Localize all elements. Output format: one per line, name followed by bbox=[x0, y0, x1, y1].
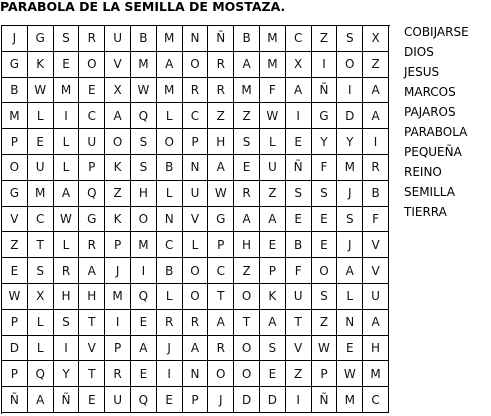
grid-cell[interactable]: M bbox=[157, 78, 183, 104]
grid-cell[interactable]: R bbox=[54, 258, 80, 284]
grid-cell[interactable]: E bbox=[2, 258, 28, 284]
grid-cell[interactable]: R bbox=[79, 26, 105, 52]
grid-cell[interactable]: Z bbox=[105, 181, 131, 207]
grid-cell[interactable]: B bbox=[131, 26, 157, 52]
grid-cell[interactable]: L bbox=[54, 155, 80, 181]
grid-cell[interactable]: E bbox=[79, 387, 105, 413]
grid-cell[interactable]: L bbox=[54, 232, 80, 258]
grid-cell[interactable]: B bbox=[157, 258, 183, 284]
grid-cell[interactable]: Z bbox=[2, 232, 28, 258]
grid-cell[interactable]: R bbox=[234, 181, 260, 207]
grid-cell[interactable]: T bbox=[79, 310, 105, 336]
grid-cell[interactable]: E bbox=[54, 52, 80, 78]
letter-grid bbox=[1, 25, 390, 414]
grid-cell[interactable]: J bbox=[337, 181, 363, 207]
grid-cell[interactable]: V bbox=[2, 207, 28, 233]
grid-cell[interactable]: H bbox=[131, 181, 157, 207]
grid-cell[interactable]: X bbox=[363, 26, 389, 52]
grid-cell[interactable]: W bbox=[337, 361, 363, 387]
grid-cell[interactable]: O bbox=[183, 258, 209, 284]
grid-cell[interactable]: W bbox=[28, 78, 54, 104]
grid-cell[interactable]: R bbox=[208, 52, 234, 78]
grid-cell[interactable]: A bbox=[260, 207, 286, 233]
grid-cell[interactable]: I bbox=[286, 103, 312, 129]
grid-cell[interactable]: P bbox=[260, 258, 286, 284]
grid-cell[interactable]: H bbox=[208, 129, 234, 155]
grid-cell[interactable]: I bbox=[105, 310, 131, 336]
grid-cell[interactable]: A bbox=[337, 258, 363, 284]
grid-cell[interactable]: O bbox=[208, 361, 234, 387]
grid-cell[interactable]: W bbox=[2, 284, 28, 310]
grid-cell[interactable]: D bbox=[337, 103, 363, 129]
grid-cell[interactable]: E bbox=[234, 155, 260, 181]
grid-cell[interactable]: Q bbox=[131, 387, 157, 413]
grid-cell[interactable]: T bbox=[79, 361, 105, 387]
grid-cell[interactable]: Z bbox=[312, 310, 338, 336]
grid-cell[interactable]: C bbox=[79, 103, 105, 129]
grid-cell[interactable]: P bbox=[2, 361, 28, 387]
word-list-item: PEQUEÑA bbox=[404, 145, 462, 159]
grid-cell[interactable]: B bbox=[157, 155, 183, 181]
grid-cell[interactable]: L bbox=[28, 310, 54, 336]
grid-cell[interactable]: J bbox=[105, 258, 131, 284]
grid-cell[interactable]: D bbox=[260, 387, 286, 413]
grid-cell[interactable]: O bbox=[234, 284, 260, 310]
grid-cell[interactable]: W bbox=[260, 103, 286, 129]
grid-row bbox=[2, 232, 390, 258]
grid-cell[interactable]: X bbox=[28, 284, 54, 310]
grid-cell[interactable]: U bbox=[363, 284, 389, 310]
grid-row bbox=[2, 52, 390, 78]
grid-cell[interactable]: Ñ bbox=[312, 78, 338, 104]
grid-cell[interactable]: O bbox=[312, 258, 338, 284]
grid-cell[interactable]: M bbox=[234, 78, 260, 104]
grid-cell[interactable]: Ñ bbox=[208, 26, 234, 52]
grid-cell[interactable]: L bbox=[157, 103, 183, 129]
grid-cell[interactable]: B bbox=[234, 26, 260, 52]
grid-cell[interactable]: I bbox=[286, 387, 312, 413]
grid-cell[interactable]: A bbox=[157, 52, 183, 78]
word-list-item: PARABOLA bbox=[404, 125, 468, 139]
grid-cell[interactable]: S bbox=[131, 129, 157, 155]
grid-cell[interactable]: C bbox=[183, 103, 209, 129]
grid-row bbox=[2, 103, 390, 129]
grid-cell[interactable]: S bbox=[234, 129, 260, 155]
grid-cell[interactable]: A bbox=[208, 155, 234, 181]
grid-cell[interactable]: L bbox=[260, 129, 286, 155]
grid-row bbox=[2, 155, 390, 181]
grid-cell[interactable]: M bbox=[337, 155, 363, 181]
grid-row bbox=[2, 361, 390, 387]
grid-row bbox=[2, 181, 390, 207]
grid-cell[interactable]: V bbox=[363, 258, 389, 284]
grid-cell[interactable]: U bbox=[79, 129, 105, 155]
grid-cell[interactable]: E bbox=[312, 207, 338, 233]
word-list-item: MARCOS bbox=[404, 85, 456, 99]
grid-cell[interactable]: Y bbox=[312, 129, 338, 155]
grid-cell[interactable]: R bbox=[105, 361, 131, 387]
grid-cell[interactable]: S bbox=[286, 181, 312, 207]
grid-cell[interactable]: E bbox=[312, 232, 338, 258]
grid-cell[interactable]: Ñ bbox=[312, 387, 338, 413]
grid-cell[interactable]: R bbox=[183, 310, 209, 336]
grid-cell[interactable]: G bbox=[79, 207, 105, 233]
grid-cell[interactable]: M bbox=[337, 387, 363, 413]
grid-cell[interactable]: L bbox=[157, 284, 183, 310]
grid-cell[interactable]: M bbox=[105, 284, 131, 310]
grid-cell[interactable]: L bbox=[337, 284, 363, 310]
grid-cell[interactable]: U bbox=[260, 155, 286, 181]
grid-cell[interactable]: Z bbox=[286, 361, 312, 387]
grid-cell[interactable]: Q bbox=[131, 284, 157, 310]
word-list-item: DIOS bbox=[404, 45, 434, 59]
grid-cell[interactable]: C bbox=[363, 387, 389, 413]
grid-cell[interactable]: J bbox=[337, 232, 363, 258]
grid-cell[interactable]: E bbox=[131, 361, 157, 387]
grid-cell[interactable]: A bbox=[208, 310, 234, 336]
grid-cell[interactable]: U bbox=[105, 387, 131, 413]
grid-cell[interactable]: R bbox=[79, 232, 105, 258]
grid-cell[interactable]: A bbox=[183, 336, 209, 362]
grid-cell[interactable]: S bbox=[337, 26, 363, 52]
grid-cell[interactable]: C bbox=[157, 232, 183, 258]
grid-cell[interactable]: W bbox=[312, 336, 338, 362]
grid-cell[interactable]: A bbox=[54, 181, 80, 207]
grid-cell[interactable]: U bbox=[105, 26, 131, 52]
grid-cell[interactable]: G bbox=[2, 181, 28, 207]
grid-cell[interactable]: V bbox=[79, 336, 105, 362]
word-list-item: PAJAROS bbox=[404, 105, 456, 119]
grid-cell[interactable]: Ñ bbox=[286, 155, 312, 181]
grid-cell[interactable]: Q bbox=[79, 181, 105, 207]
grid-cell[interactable]: D bbox=[2, 336, 28, 362]
grid-cell[interactable]: H bbox=[363, 336, 389, 362]
word-list-item: REINO bbox=[404, 165, 442, 179]
grid-cell[interactable]: S bbox=[54, 26, 80, 52]
grid-cell[interactable]: F bbox=[286, 258, 312, 284]
grid-cell[interactable]: A bbox=[363, 310, 389, 336]
grid-cell[interactable]: P bbox=[183, 129, 209, 155]
word-list-item: SEMILLA bbox=[404, 185, 455, 199]
grid-cell[interactable]: G bbox=[208, 207, 234, 233]
grid-cell[interactable]: D bbox=[234, 387, 260, 413]
grid-cell[interactable]: V bbox=[105, 52, 131, 78]
grid-cell[interactable]: Y bbox=[337, 129, 363, 155]
grid-cell[interactable]: N bbox=[183, 361, 209, 387]
grid-cell[interactable]: B bbox=[363, 181, 389, 207]
grid-cell[interactable]: S bbox=[337, 207, 363, 233]
grid-cell[interactable]: R bbox=[208, 336, 234, 362]
grid-cell[interactable]: N bbox=[183, 155, 209, 181]
grid-cell[interactable]: M bbox=[260, 52, 286, 78]
grid-cell[interactable]: N bbox=[337, 310, 363, 336]
grid-cell[interactable]: R bbox=[363, 155, 389, 181]
grid-cell[interactable]: K bbox=[28, 52, 54, 78]
grid-row bbox=[2, 258, 390, 284]
grid-cell[interactable]: O bbox=[234, 361, 260, 387]
grid-cell[interactable]: W bbox=[208, 181, 234, 207]
grid-cell[interactable]: E bbox=[28, 129, 54, 155]
grid-cell[interactable]: M bbox=[2, 103, 28, 129]
grid-cell[interactable]: P bbox=[2, 310, 28, 336]
grid-row bbox=[2, 310, 390, 336]
grid-cell[interactable]: C bbox=[208, 258, 234, 284]
grid-cell[interactable]: Z bbox=[208, 103, 234, 129]
grid-cell[interactable]: E bbox=[79, 78, 105, 104]
grid-cell[interactable]: G bbox=[312, 103, 338, 129]
grid-cell[interactable]: A bbox=[28, 387, 54, 413]
grid-cell[interactable]: G bbox=[2, 52, 28, 78]
grid-cell[interactable]: T bbox=[208, 284, 234, 310]
grid-cell[interactable]: M bbox=[54, 78, 80, 104]
grid-cell[interactable]: M bbox=[131, 52, 157, 78]
grid-cell[interactable]: U bbox=[183, 181, 209, 207]
grid-cell[interactable]: I bbox=[54, 103, 80, 129]
grid-cell[interactable]: S bbox=[312, 284, 338, 310]
grid-cell[interactable]: O bbox=[131, 207, 157, 233]
grid-cell[interactable]: R bbox=[208, 78, 234, 104]
grid-row bbox=[2, 336, 390, 362]
grid-cell[interactable]: J bbox=[157, 336, 183, 362]
grid-cell[interactable]: L bbox=[157, 181, 183, 207]
grid-cell[interactable]: A bbox=[234, 52, 260, 78]
grid-cell[interactable]: L bbox=[28, 336, 54, 362]
grid-row bbox=[2, 26, 390, 52]
grid-cell[interactable]: P bbox=[105, 336, 131, 362]
grid-cell[interactable]: A bbox=[286, 78, 312, 104]
grid-cell[interactable]: O bbox=[183, 284, 209, 310]
grid-cell[interactable]: I bbox=[157, 361, 183, 387]
grid-cell[interactable]: B bbox=[286, 232, 312, 258]
grid-cell[interactable]: P bbox=[183, 387, 209, 413]
grid-cell[interactable]: L bbox=[183, 232, 209, 258]
grid-cell[interactable]: P bbox=[208, 232, 234, 258]
grid-cell[interactable]: Y bbox=[54, 361, 80, 387]
grid-cell[interactable]: R bbox=[183, 78, 209, 104]
word-list-item: TIERRA bbox=[404, 205, 447, 219]
grid-cell[interactable]: I bbox=[312, 52, 338, 78]
grid-cell[interactable]: S bbox=[260, 336, 286, 362]
grid-cell[interactable]: A bbox=[363, 103, 389, 129]
grid-cell[interactable]: S bbox=[312, 181, 338, 207]
grid-row bbox=[2, 387, 390, 413]
grid-cell[interactable]: M bbox=[363, 361, 389, 387]
grid-cell[interactable]: O bbox=[337, 52, 363, 78]
grid-cell[interactable]: E bbox=[337, 336, 363, 362]
grid-cell[interactable]: G bbox=[28, 26, 54, 52]
grid-row bbox=[2, 129, 390, 155]
grid-cell[interactable]: I bbox=[337, 78, 363, 104]
grid-cell[interactable]: O bbox=[2, 155, 28, 181]
grid-cell[interactable]: O bbox=[157, 129, 183, 155]
grid-cell[interactable]: M bbox=[28, 181, 54, 207]
grid-cell[interactable]: Q bbox=[28, 361, 54, 387]
grid-cell[interactable]: T bbox=[234, 310, 260, 336]
word-list-item: COBIJARSE bbox=[404, 25, 469, 39]
word-list-item: JESUS bbox=[404, 65, 440, 79]
grid-cell[interactable]: S bbox=[28, 258, 54, 284]
grid-cell[interactable]: Z bbox=[363, 52, 389, 78]
grid-cell[interactable]: K bbox=[105, 207, 131, 233]
grid-cell[interactable]: K bbox=[260, 284, 286, 310]
grid-cell[interactable]: K bbox=[105, 155, 131, 181]
grid-cell[interactable]: P bbox=[2, 129, 28, 155]
grid-cell[interactable]: W bbox=[131, 78, 157, 104]
grid-cell[interactable]: T bbox=[286, 310, 312, 336]
grid-cell[interactable]: L bbox=[54, 129, 80, 155]
grid-cell[interactable]: E bbox=[131, 310, 157, 336]
grid-cell[interactable]: X bbox=[105, 78, 131, 104]
grid-cell[interactable]: M bbox=[157, 26, 183, 52]
grid-row bbox=[2, 207, 390, 233]
grid-cell[interactable]: M bbox=[260, 26, 286, 52]
grid-cell[interactable]: H bbox=[79, 284, 105, 310]
grid-cell[interactable]: Ñ bbox=[2, 387, 28, 413]
grid-cell[interactable]: O bbox=[105, 129, 131, 155]
grid-cell[interactable]: N bbox=[157, 207, 183, 233]
grid-cell[interactable]: I bbox=[54, 336, 80, 362]
grid-cell[interactable]: V bbox=[363, 232, 389, 258]
grid-cell[interactable]: A bbox=[260, 310, 286, 336]
grid-cell[interactable]: P bbox=[312, 361, 338, 387]
grid-cell[interactable]: J bbox=[208, 387, 234, 413]
grid-cell[interactable]: M bbox=[131, 232, 157, 258]
grid-cell[interactable]: E bbox=[157, 387, 183, 413]
grid-cell[interactable]: Q bbox=[131, 103, 157, 129]
grid-cell[interactable]: O bbox=[183, 52, 209, 78]
grid-cell[interactable]: C bbox=[28, 207, 54, 233]
grid-cell[interactable]: A bbox=[105, 103, 131, 129]
grid-cell[interactable]: W bbox=[54, 207, 80, 233]
grid-cell[interactable]: H bbox=[54, 284, 80, 310]
grid-cell[interactable]: P bbox=[79, 155, 105, 181]
grid-row bbox=[2, 284, 390, 310]
grid-cell[interactable]: S bbox=[131, 155, 157, 181]
grid-cell[interactable]: Z bbox=[260, 181, 286, 207]
grid-cell[interactable]: H bbox=[234, 232, 260, 258]
grid-cell[interactable]: J bbox=[2, 26, 28, 52]
grid-cell[interactable]: A bbox=[131, 336, 157, 362]
grid-cell[interactable]: I bbox=[363, 129, 389, 155]
grid-cell[interactable]: F bbox=[260, 78, 286, 104]
grid-cell[interactable]: Z bbox=[234, 258, 260, 284]
grid-cell[interactable]: P bbox=[105, 232, 131, 258]
grid-cell[interactable]: E bbox=[286, 207, 312, 233]
grid-cell[interactable]: L bbox=[28, 103, 54, 129]
grid-cell[interactable]: A bbox=[79, 258, 105, 284]
grid-cell[interactable]: Ñ bbox=[54, 387, 80, 413]
grid-cell[interactable]: O bbox=[79, 52, 105, 78]
grid-cell[interactable]: E bbox=[286, 129, 312, 155]
grid-cell[interactable]: V bbox=[183, 207, 209, 233]
grid-cell[interactable]: E bbox=[260, 232, 286, 258]
grid-cell[interactable]: E bbox=[260, 361, 286, 387]
word-list bbox=[404, 22, 491, 222]
puzzle-title: PARABOLA DE LA SEMILLA DE MOSTAZA. bbox=[0, 0, 286, 14]
grid-cell[interactable]: V bbox=[286, 336, 312, 362]
grid-cell[interactable]: N bbox=[183, 26, 209, 52]
grid-cell[interactable]: O bbox=[234, 336, 260, 362]
grid-cell[interactable]: F bbox=[312, 155, 338, 181]
grid-cell[interactable]: X bbox=[286, 52, 312, 78]
grid-cell[interactable]: R bbox=[157, 310, 183, 336]
grid-cell[interactable]: A bbox=[234, 207, 260, 233]
grid-cell[interactable]: F bbox=[363, 207, 389, 233]
grid-cell[interactable]: T bbox=[28, 232, 54, 258]
grid-cell[interactable]: U bbox=[28, 155, 54, 181]
grid-cell[interactable]: C bbox=[286, 26, 312, 52]
grid-cell[interactable]: B bbox=[2, 78, 28, 104]
grid-cell[interactable]: Z bbox=[312, 26, 338, 52]
grid-cell[interactable]: Z bbox=[234, 103, 260, 129]
grid-cell[interactable]: U bbox=[286, 284, 312, 310]
grid-cell[interactable]: S bbox=[54, 310, 80, 336]
grid-cell[interactable]: I bbox=[131, 258, 157, 284]
grid-row bbox=[2, 78, 390, 104]
grid-cell[interactable]: A bbox=[363, 78, 389, 104]
